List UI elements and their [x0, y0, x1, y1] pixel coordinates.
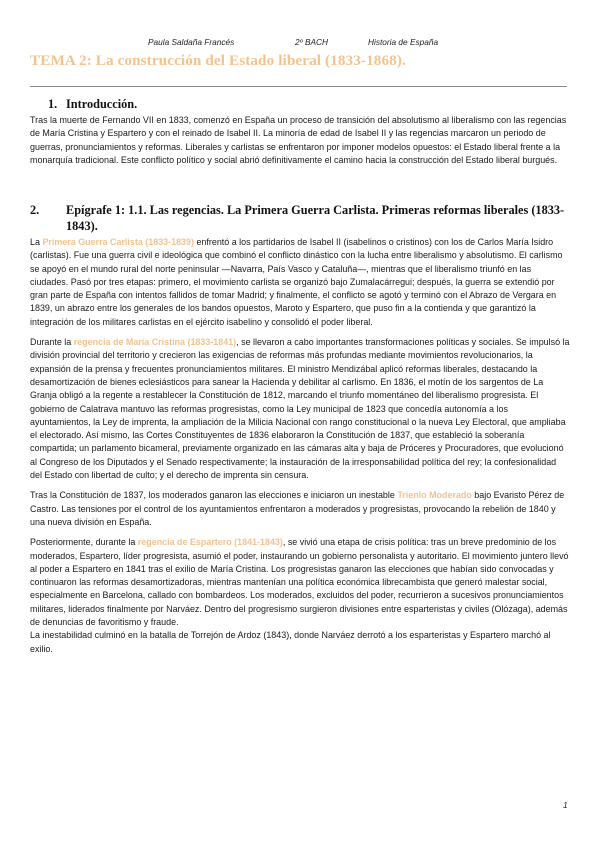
paragraph-regencia-maria-cristina — [30, 336, 570, 482]
section-2-title: Epígrafe 1: 1.1. Las regencias. La Primera Guerra Carlista. Primeras reformas liberales (1833-1843). — [66, 203, 565, 233]
section-introduccion — [30, 96, 570, 167]
section-2-number: 2. — [30, 203, 40, 217]
paragraph-torrejon-de-ardoz: La inestabilidad culminó en la batalla de Torrejón de Ardoz (1843), donde Narváez derrotó a los esparteristas y Espartero marchó al exilio. — [30, 630, 551, 654]
section-epigrafe-1 — [30, 202, 570, 656]
page-number: 1 — [563, 800, 568, 810]
paragraph-guerra-carlista — [30, 236, 570, 329]
p3-body: bajo Evaristo Pérez de Castro. Las tensiones por el control de los ayuntamientos enfrentaron a moderados y progresistas, provocando la rebelión de 1840 y una nueva división en España. — [30, 490, 565, 527]
paragraph-regencia-espartero — [30, 536, 570, 629]
p1-lead: La — [30, 237, 43, 247]
section-1-number: 1. — [48, 97, 58, 111]
p1-body: enfrentó a los partidarios de Isabel II (isabelinos o cristinos) con los de Carlos María Isidro (carlistas). Fue una guerra civil e ideológica que combinó el conflicto dinástico con la lucha entre liberalismo y absolutismo. El carlismo se apoyó en el mundo rural del norte peninsular —Navarra, País Vasco y Cataluña—, mientras que el liberalismo triunfó en las ciudades. Pasó por tres etapas: primero, el movimiento carlista se organizó bajo Zumalacárregui; después, la guerra se extendió por gran parte de España con intentos fallidos de tomar Madrid; y finalmente, el conflicto se agotó y terminó con el Abrazo de Vergara en 1839, un abrazo entre los generales de los bandos opuestos, Maroto y Espartero, que puso fin a la contienda y que garantizó la integración de los militares carlistas en el ejército isabelino y consolidó el poder liberal. — [30, 237, 563, 327]
header-course: 2º BACH — [295, 37, 329, 47]
highlight-regencia-maria-cristina: regencia de María Cristina (1833-1841) — [73, 337, 237, 348]
p2-lead: Durante la — [30, 337, 74, 348]
p4-body: , se vivió una etapa de crisis política: tras un breve predominio de los moderados, Espartero, líder progresista, asumió el poder, instaurando un gobierno personalista y autoritario. El movimiento juntero llevó al poder a Espartero en 1841 tras el exilio de María Cristina. Los progresistas ganaron las elecciones que habían sido convocadas y continuaron las reformas desamortizadoras, mientras mantenían una política económica librecambista que generó malestar social, especialmente en Barcelona, callado con bombardeos. Los moderados, excluidos del poder, recurrieron a sucesivos pronunciamientos militares, liderados finalmente por Narváez. Dentro del progresismo surgieron divisiones entre esparteristas y civiles (Olózaga), además de denuncias de favoritismo y fraude. — [30, 537, 569, 628]
p3-lead: Tras la Constitución de 1837, los moderados ganaron las elecciones e iniciaron un inestable — [30, 490, 398, 501]
document-title: TEMA 2: La construcción del Estado liberal (1833-1868). — [30, 52, 406, 69]
section-1-title: Introducción. — [66, 97, 138, 111]
header-author: Paula Saldaña Francés — [148, 37, 235, 47]
p4-lead: Posteriormente, durante la — [30, 537, 138, 548]
intro-paragraph: Tras la muerte de Fernando VII en 1833, comenzó en España un proceso de transición del absolutismo al liberalismo con las regencias de María Cristina y Espartero y con el reinado de Isabel II. La minoría de edad de Isabel II y las regencias marcaron un periodo de guerras, pronunciamientos y reformas. Liberales y carlistas se enfrentaron por imponer modelos opuestos: el Estado liberal frente a la monarquía tradicional. Este conflicto político y social abrió definitivamente el camino hacia la construcción del Estado liberal burgués. — [30, 115, 567, 165]
section-1-heading — [48, 96, 570, 112]
title-divider — [30, 86, 567, 87]
highlight-trienio-moderado: Trienio Moderado — [397, 490, 472, 501]
section-2-heading — [30, 202, 586, 234]
header-subject: Historia de España — [368, 37, 439, 47]
paragraph-trienio-moderado — [30, 489, 570, 529]
highlight-primera-guerra-carlista: Primera Guerra Carlista (1833-1839) — [42, 237, 194, 247]
highlight-regencia-espartero: regencia de Espartero (1841-1843) — [137, 537, 283, 548]
p2-body: , se llevaron a cabo importantes transformaciones políticas y sociales. Se impulsó la división provincial del territorio y crecieron las exigencias de reformas más profundas mediante movimientos revolucionarios, la expansión de la prensa y frecuentes pronunciamientos militares. El ministro Mendizábal aplicó reformas liberales, destacando la desamortización de bienes eclesiásticos para sanear la Hacienda y debilitar al carlismo. En 1836, el motín de los sargentos de La Granja obligó a la regente a restablecer la Constitución de 1812, marcando el triunfo momentáneo del liberalismo progresista. El gobierno de Calatrava mantuvo las reformas progresistas, como la Ley municipal de 1823 que concedía autonomía a los ayuntamientos, la Ley de imprenta, la ampliación de la Milicia Nacional con rango constitucional o la nueva Ley Electoral, que ampliaba el electorado. Así mismo, las Cortes Constituyentes de 1836 elaboraron la Constitución de 1837, que estableció la soberanía compartida; un parlamento bicameral, previamente organizado en las cámaras alta y baja de Próceres y Procuradores, que evolucionó al Congreso de los Diputados y el Senado respectivamente; la instauración de la irresponsabilidad política del rey; la confesionalidad del Estado con libertad de culto; y el derecho de imprenta sin censura. — [30, 337, 570, 481]
